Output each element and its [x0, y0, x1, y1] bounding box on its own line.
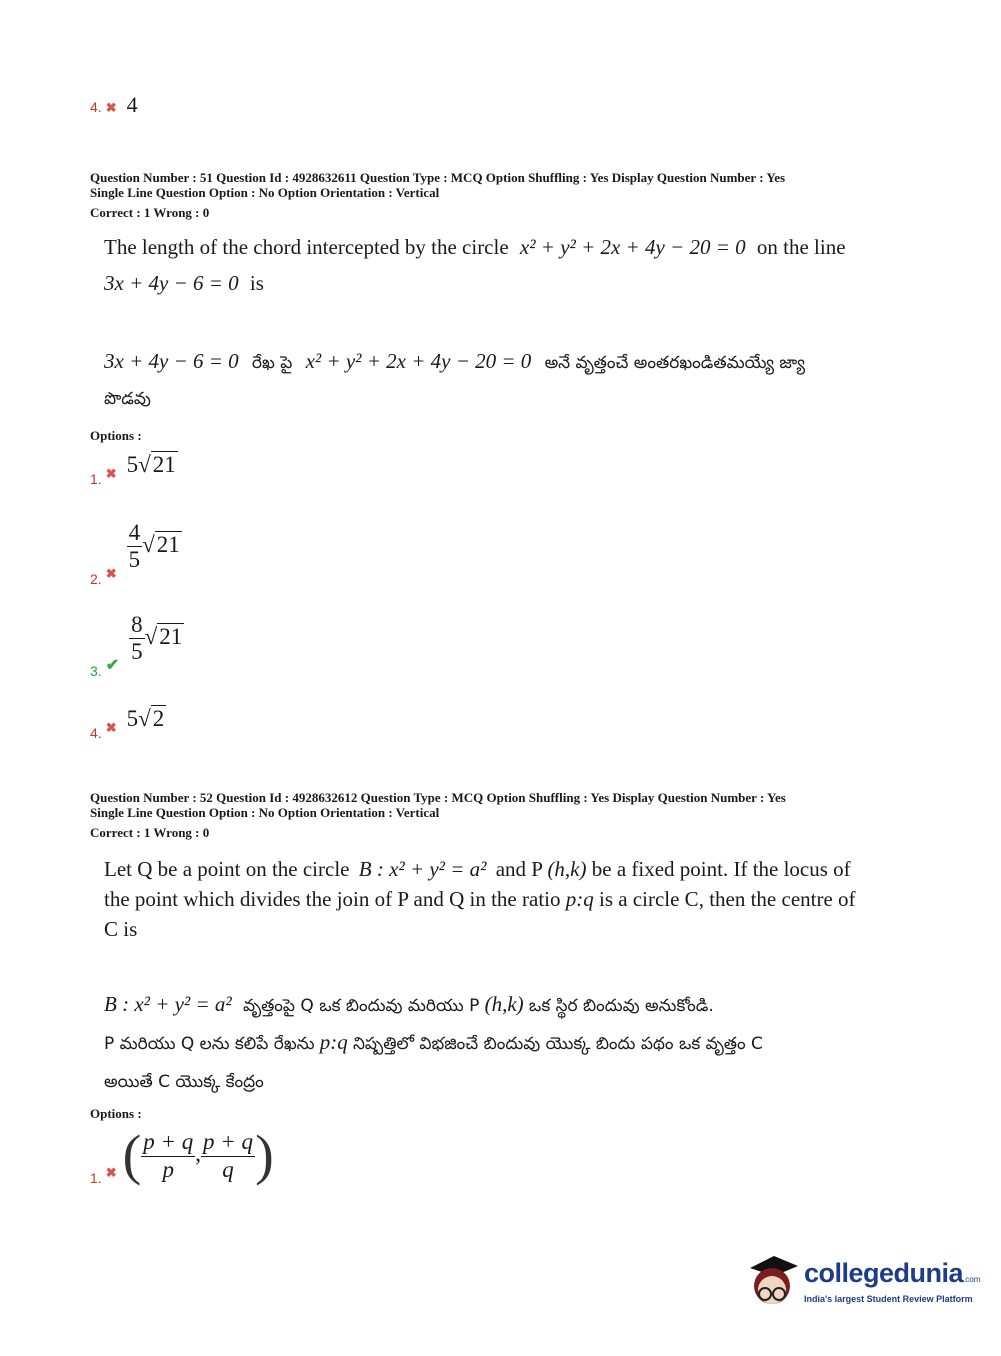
brand-suffix: .com	[963, 1275, 981, 1284]
line-equation: 3x + 4y − 6 = 0	[104, 271, 239, 295]
option-value: $\frac{8}{5}$ √21	[131, 612, 183, 665]
brand-tagline: India's largest Student Review Platform	[804, 1294, 973, 1304]
q52-meta	[90, 790, 786, 840]
option-number: 4.	[90, 99, 102, 115]
cross-icon: ✖	[105, 100, 117, 115]
cross-icon: ✖	[105, 1165, 117, 1181]
collegedunia-logo[interactable]	[744, 1250, 981, 1316]
q51-option-4[interactable]	[90, 706, 166, 741]
circle-equation: x² + y² + 2x + 4y − 20 = 0	[305, 349, 532, 373]
cross-icon: ✖	[105, 466, 117, 481]
option-number: 1.	[90, 1170, 102, 1187]
brand-name: collegedunia	[804, 1258, 964, 1288]
check-icon: ✔	[105, 657, 120, 675]
q51-options-label: Options :	[90, 428, 142, 443]
mascot-icon	[744, 1252, 800, 1312]
option-number: 3.	[90, 663, 102, 680]
q52-question-telugu: B : x² + y² = a² వృత్తంపై Q ఒక బిందువు మరియు P (h,k) ఒక స్థిర బిందువు అనుకోండి. P మరియు Q లను కలిపే రేఖను p:q నిష్పత్తిలో విభజించే బిందువు యొక్క బిందు పథం ఒక వృత్తం C అయితే C యొక్క కేంద్రం	[104, 992, 763, 1092]
option-number: 2.	[90, 571, 102, 588]
q51-question-english: The length of the chord intercepted by the circle x² + y² + 2x + 4y − 20 = 0 on the line 3x + 4y − 6 = 0 is	[104, 235, 846, 295]
option-number: 4.	[90, 725, 102, 741]
cross-icon: ✖	[105, 720, 117, 735]
q52-meta-line2: Single Line Question Option : No Option Orientation : Vertical	[90, 805, 440, 820]
option-value: 4	[126, 92, 138, 117]
q52-question-english: Let Q be a point on the circle B : x² + y² = a² and P (h,k) be a fixed point. If the locus of the point which divides the join of P and Q in the ratio p:q is a circle C, then the centre of C is	[104, 857, 856, 941]
q52-marks: Correct : 1 Wrong : 0	[90, 825, 210, 840]
option-number: 1.	[90, 471, 102, 487]
q52-options-label: Options :	[90, 1106, 142, 1121]
q51-meta-line1: Question Number : 51 Question Id : 4928632611 Question Type : MCQ Option Shuffling : Yes Display Question Number : Yes	[90, 170, 786, 185]
line-equation: 3x + 4y − 6 = 0	[104, 349, 239, 373]
q52-option-1[interactable]	[90, 1124, 274, 1188]
option-value: 5√21	[126, 452, 176, 477]
q51-meta	[90, 170, 785, 220]
q51-option-3[interactable]	[90, 612, 184, 680]
q52-meta-line1: Question Number : 52 Question Id : 4928632612 Question Type : MCQ Option Shuffling : Yes Display Question Number : Yes	[90, 790, 786, 805]
option-value: ( $\frac{p + q}{p}$ , $\frac{p + q}{q}$ )	[122, 1125, 274, 1187]
q51-option-2[interactable]	[90, 520, 182, 588]
prev-option-4	[90, 92, 138, 118]
q51-question-telugu: 3x + 4y − 6 = 0 రేఖ పై x² + y² + 2x + 4y − 20 = 0 అనే వృత్తంచే అంతరఖండితమయ్యే జ్యా పొడవు	[104, 349, 805, 409]
circle-equation: x² + y² + 2x + 4y − 20 = 0	[519, 235, 746, 259]
q51-meta-line2: Single Line Question Option : No Option Orientation : Vertical	[90, 185, 440, 200]
q51-marks: Correct : 1 Wrong : 0	[90, 205, 210, 220]
cross-icon: ✖	[105, 566, 117, 582]
option-value: 5√2	[126, 706, 165, 731]
option-value: $\frac{4}{5}$ √21	[128, 520, 180, 573]
q51-option-1[interactable]	[90, 452, 178, 487]
